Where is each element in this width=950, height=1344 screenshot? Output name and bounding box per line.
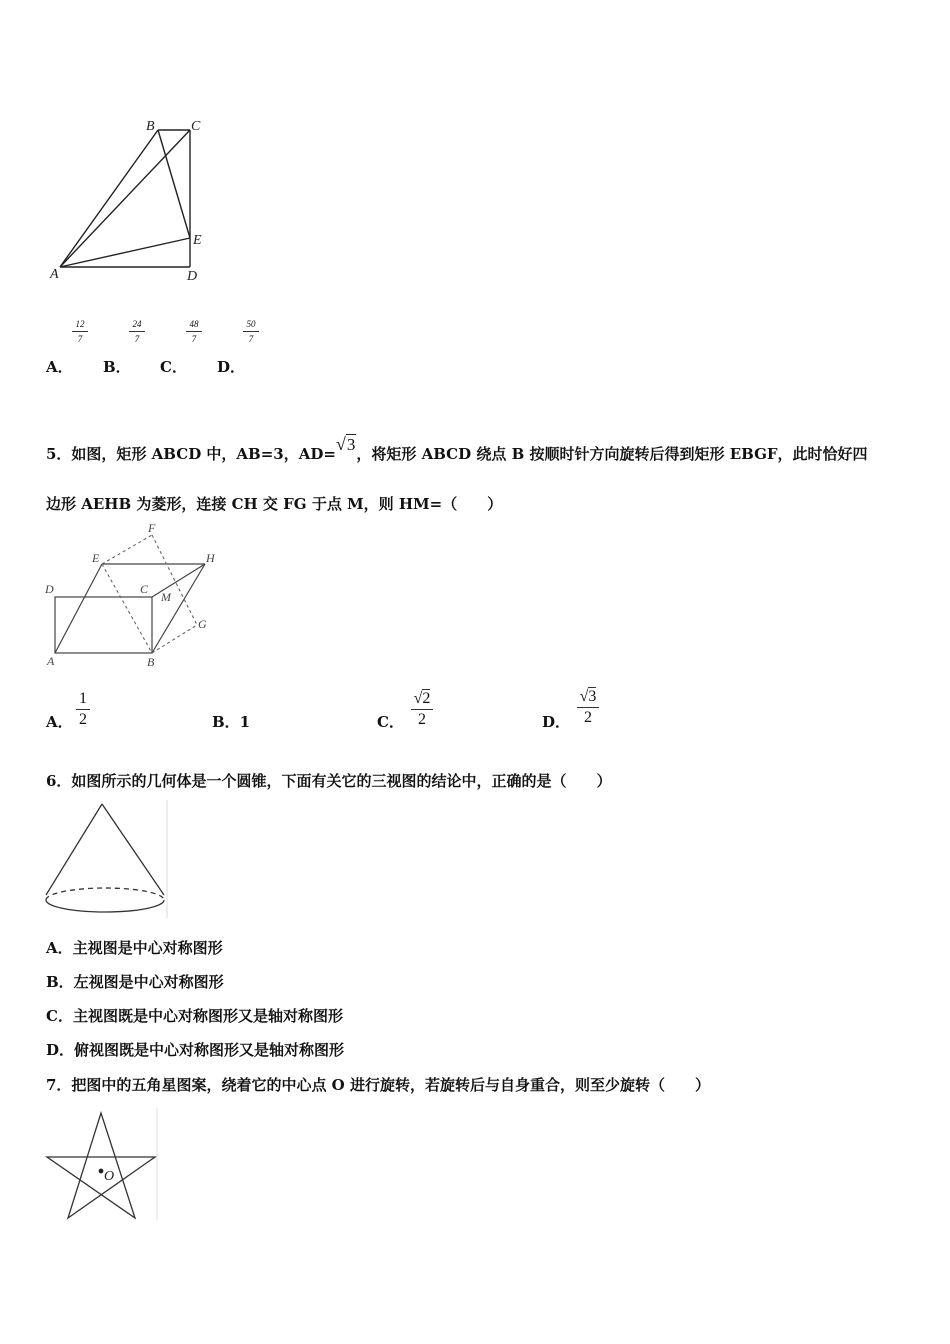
q5-label-f: F bbox=[148, 521, 156, 535]
q5-segment-bh bbox=[152, 564, 205, 653]
q5-option-d-label[interactable]: D． bbox=[542, 713, 571, 731]
q5-segment-bg bbox=[152, 625, 197, 653]
q6-option-b[interactable]: B．左视图是中心对称图形 bbox=[46, 973, 224, 991]
q7-star-figure bbox=[40, 1108, 165, 1226]
q4-option-a[interactable]: A． bbox=[46, 358, 73, 376]
q6-cone-base-front bbox=[46, 900, 164, 912]
q5-option-d-numerator: √3 bbox=[579, 688, 597, 705]
q4-fraction-b bbox=[129, 319, 145, 344]
q5-stem-line1: 5．如图，矩形 ABCD 中，AB=3，AD=√3，将矩形 ABCD 绕点 B 按顺时针方向旋转后得到矩形 EBGF，此时恰好四 bbox=[46, 434, 868, 463]
q4-segment-ab bbox=[60, 130, 158, 267]
q5-label-d: D bbox=[45, 582, 54, 596]
q4-option-b[interactable]: B． bbox=[103, 358, 131, 376]
q5-segment-ae bbox=[55, 564, 102, 653]
q4-label-a: A bbox=[50, 267, 59, 282]
q5-option-a-fraction bbox=[70, 690, 96, 729]
q4-fraction-a-den: 7 bbox=[77, 334, 83, 344]
q5-option-a-num: 1 bbox=[79, 690, 87, 707]
q5-option-a-label[interactable]: A． bbox=[46, 713, 73, 731]
q7-stem: 7．把图中的五角星图案，绕着它的中心点 O 进行旋转，若旋转后与自身重合，则至少旋转（ ） bbox=[46, 1076, 710, 1094]
q5-option-c-den: 2 bbox=[418, 711, 426, 728]
q6-cone-right-edge bbox=[102, 804, 164, 895]
q4-fraction-b-den: 7 bbox=[134, 334, 140, 344]
q6-cone-base-back bbox=[46, 888, 164, 900]
q5-label-b: B bbox=[147, 655, 155, 669]
q5-stem-post: ，将矩形 ABCD 绕点 B 按顺时针方向旋转后得到矩形 EBGF，此时恰好四 bbox=[356, 445, 868, 463]
q4-label-e: E bbox=[193, 233, 202, 248]
q5-option-d-den: 2 bbox=[584, 709, 592, 726]
q6-option-c[interactable]: C．主视图既是中心对称图形又是轴对称图形 bbox=[46, 1007, 343, 1025]
q4-fraction-a bbox=[72, 319, 88, 344]
q5-option-c-label[interactable]: C． bbox=[377, 713, 404, 731]
q5-label-c: C bbox=[140, 582, 149, 596]
q4-label-d: D bbox=[187, 269, 198, 284]
q5-segment-ch bbox=[152, 564, 205, 597]
q4-option-c[interactable]: C． bbox=[160, 358, 187, 376]
q6-option-d[interactable]: D．俯视图既是中心对称图形又是轴对称图形 bbox=[46, 1041, 345, 1059]
q5-label-a: A bbox=[47, 654, 55, 668]
q4-fraction-c bbox=[186, 319, 202, 344]
q6-cone-figure bbox=[40, 800, 175, 925]
q5-label-g: G bbox=[198, 617, 207, 631]
q4-fraction-d-num: 50 bbox=[246, 319, 256, 329]
q5-label-e: E bbox=[92, 551, 100, 565]
q4-segment-ae bbox=[60, 238, 190, 267]
q5-option-d-num: 3 bbox=[588, 688, 597, 705]
q5-figure bbox=[40, 520, 230, 675]
q5-option-a-den: 2 bbox=[79, 711, 87, 728]
q5-label-m: M bbox=[161, 590, 171, 604]
q5-segment-fg bbox=[152, 535, 197, 625]
q6-stem: 6．如图所示的几何体是一个圆锥，下面有关它的三视图的结论中，正确的是（ ） bbox=[46, 772, 612, 790]
q4-label-b: B bbox=[146, 119, 155, 134]
q7-center-point bbox=[99, 1169, 104, 1174]
q5-option-d-fraction bbox=[573, 688, 603, 727]
q7-label-o: O bbox=[104, 1169, 115, 1184]
q6-option-a[interactable]: A．主视图是中心对称图形 bbox=[46, 939, 223, 957]
q4-fraction-c-den: 7 bbox=[191, 334, 197, 344]
q6-cone-left-edge bbox=[46, 804, 102, 895]
q5-stem-line2: 边形 AEHB 为菱形，连接 CH 交 FG 于点 M，则 HM=（ ） bbox=[46, 495, 503, 513]
q5-option-b[interactable]: B．1 bbox=[212, 713, 251, 731]
q7-five-pointed-star bbox=[47, 1113, 155, 1218]
q4-figure bbox=[40, 110, 220, 290]
q5-segment-eb bbox=[102, 564, 152, 653]
q4-fraction-d-den: 7 bbox=[248, 334, 254, 344]
q4-label-c: C bbox=[191, 119, 201, 134]
q4-option-d[interactable]: D． bbox=[217, 358, 246, 376]
q5-segment-ef bbox=[102, 535, 152, 564]
q5-option-c-fraction bbox=[407, 690, 437, 729]
q4-segment-ac bbox=[60, 130, 190, 267]
q5-option-c-num: 2 bbox=[422, 690, 431, 707]
q5-stem-pre: 5．如图，矩形 ABCD 中，AB=3，AD= bbox=[46, 445, 336, 463]
q4-fraction-c-num: 48 bbox=[189, 319, 199, 329]
q4-fraction-a-num: 12 bbox=[75, 319, 85, 329]
q5-option-c-numerator: √2 bbox=[413, 690, 431, 707]
q4-fraction-d bbox=[243, 319, 259, 344]
q4-fraction-b-num: 24 bbox=[132, 319, 142, 329]
q5-sqrt-radicand: 3 bbox=[346, 435, 356, 454]
q5-label-h: H bbox=[206, 551, 215, 565]
